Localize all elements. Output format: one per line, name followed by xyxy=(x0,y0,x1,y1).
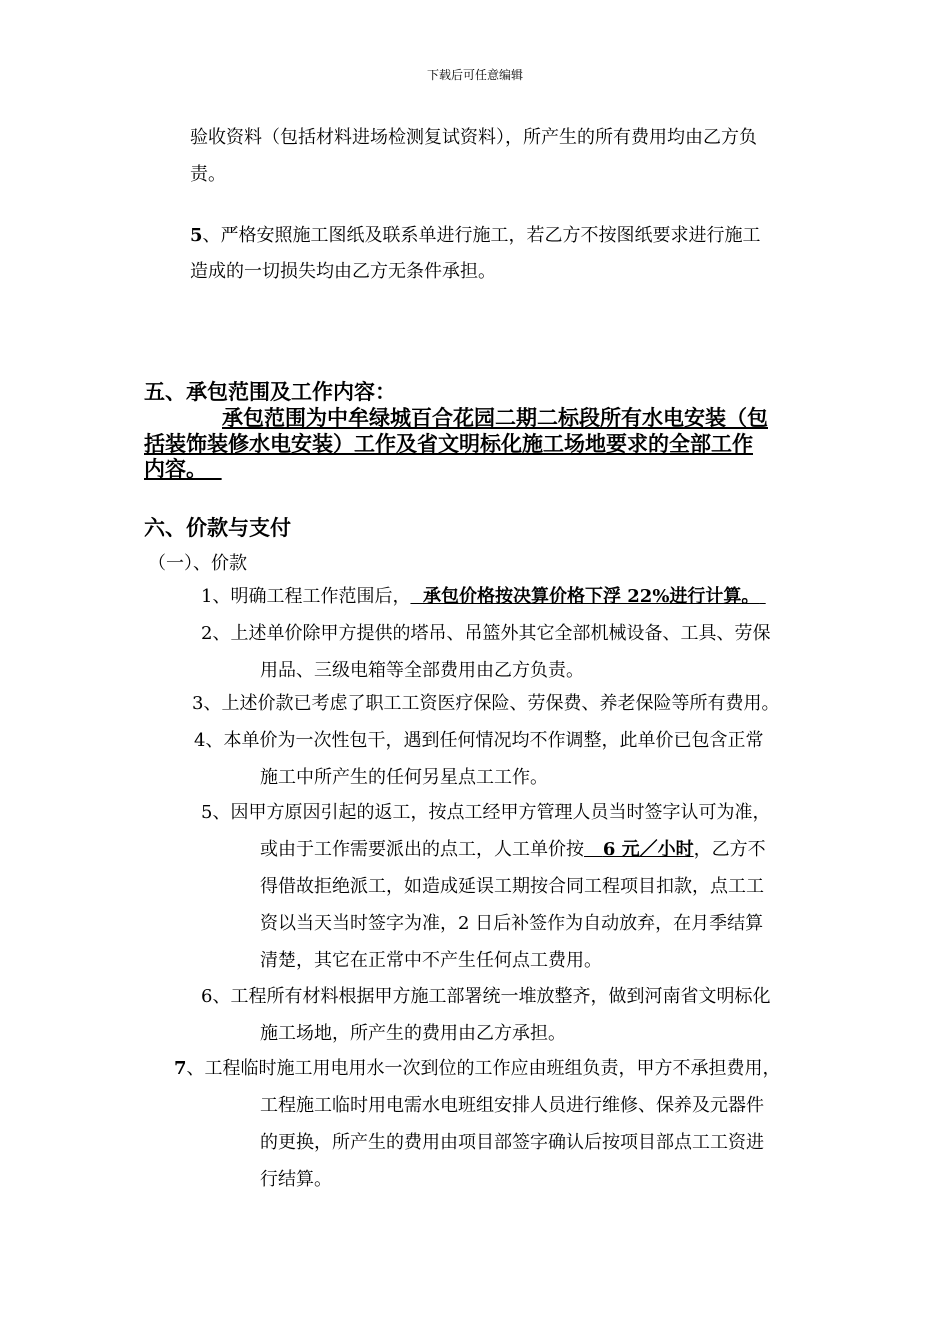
list-item-3: 3、上述价款已考虑了职工工资医疗保险、劳保费、养老保险等所有费用。 xyxy=(192,693,780,714)
paragraph-line: 的更换，所产生的费用由项目部签字确认后按项目部点工工资进 xyxy=(260,1132,764,1153)
item-text: 、工程临时施工用电用水一次到位的工作应由班组负责，甲方不承担费用， xyxy=(186,1058,781,1079)
item-number: 7 xyxy=(174,1058,187,1079)
scope-line: 承包范围为中牟绿城百合花园二期二标段所有水电安装（包 xyxy=(222,405,768,430)
list-item-5 xyxy=(190,224,761,248)
paragraph-line: 施工场地，所产生的费用由乙方承担。 xyxy=(260,1023,566,1044)
paragraph-line: 工程施工临时用电需水电班组安排人员进行维修、保养及元器件 xyxy=(260,1095,764,1116)
list-item-2: 2、上述单价除甲方提供的塔吊、吊篮外其它全部机械设备、工具、劳保 xyxy=(201,623,771,644)
item-text: 1、明确工程工作范围后， xyxy=(201,586,411,607)
hourly-rate: 6 元／小时 xyxy=(602,839,694,860)
section-heading-5: 五、承包范围及工作内容： xyxy=(144,379,396,404)
section-heading-6: 六、价款与支付 xyxy=(144,515,291,540)
paragraph-line: 施工中所产生的任何另星点工工作。 xyxy=(260,767,548,788)
item-text: 、严格安照施工图纸及联系单进行施工，若乙方不按图纸要求进行施工 xyxy=(202,225,761,246)
paragraph-line: 责。 xyxy=(190,164,226,185)
page-header: 下载后可任意编辑 xyxy=(426,68,523,82)
list-item-1 xyxy=(201,585,766,609)
scope-line: 内容。 xyxy=(144,456,207,481)
list-item-7 xyxy=(174,1057,781,1081)
paragraph-line: 造成的一切损失均由乙方无条件承担。 xyxy=(190,261,496,282)
paragraph-line: 或由于工作需要派出的点工，人工单价按 6 元／小时，乙方不 xyxy=(260,839,766,860)
paragraph-line: 得借故拒绝派工，如造成延误工期按合同工程项目扣款，点工工 xyxy=(260,876,764,897)
paragraph-line: 资以当天当时签字为准，2 日后补签作为自动放弃，在月季结算 xyxy=(260,913,764,934)
scope-line: 括装饰装修水电安装）工作及省文明标化施工场地要求的全部工作 xyxy=(144,431,753,456)
list-item-5: 5、因甲方原因引起的返工，按点工经甲方管理人员当时签字认可为准， xyxy=(201,802,771,823)
paragraph-line: 用品、三级电箱等全部费用由乙方负责。 xyxy=(260,660,584,681)
price-terms: 承包价格按决算价格下浮 22%进行计算。 xyxy=(423,586,760,607)
paragraph-line: 验收资料（包括材料进场检测复试资料），所产生的所有费用均由乙方负 xyxy=(190,127,757,148)
item-number: 5 xyxy=(190,225,203,246)
paragraph-line: 清楚，其它在正常中不产生任何点工费用。 xyxy=(260,950,602,971)
paragraph-line: 行结算。 xyxy=(260,1169,332,1190)
list-item-6: 6、工程所有材料根据甲方施工部署统一堆放整齐，做到河南省文明标化 xyxy=(201,986,771,1007)
subsection-heading: （一）、价款 xyxy=(148,553,247,574)
list-item-4: 4、本单价为一次性包干，遇到任何情况均不作调整，此单价已包含正常 xyxy=(194,730,764,751)
